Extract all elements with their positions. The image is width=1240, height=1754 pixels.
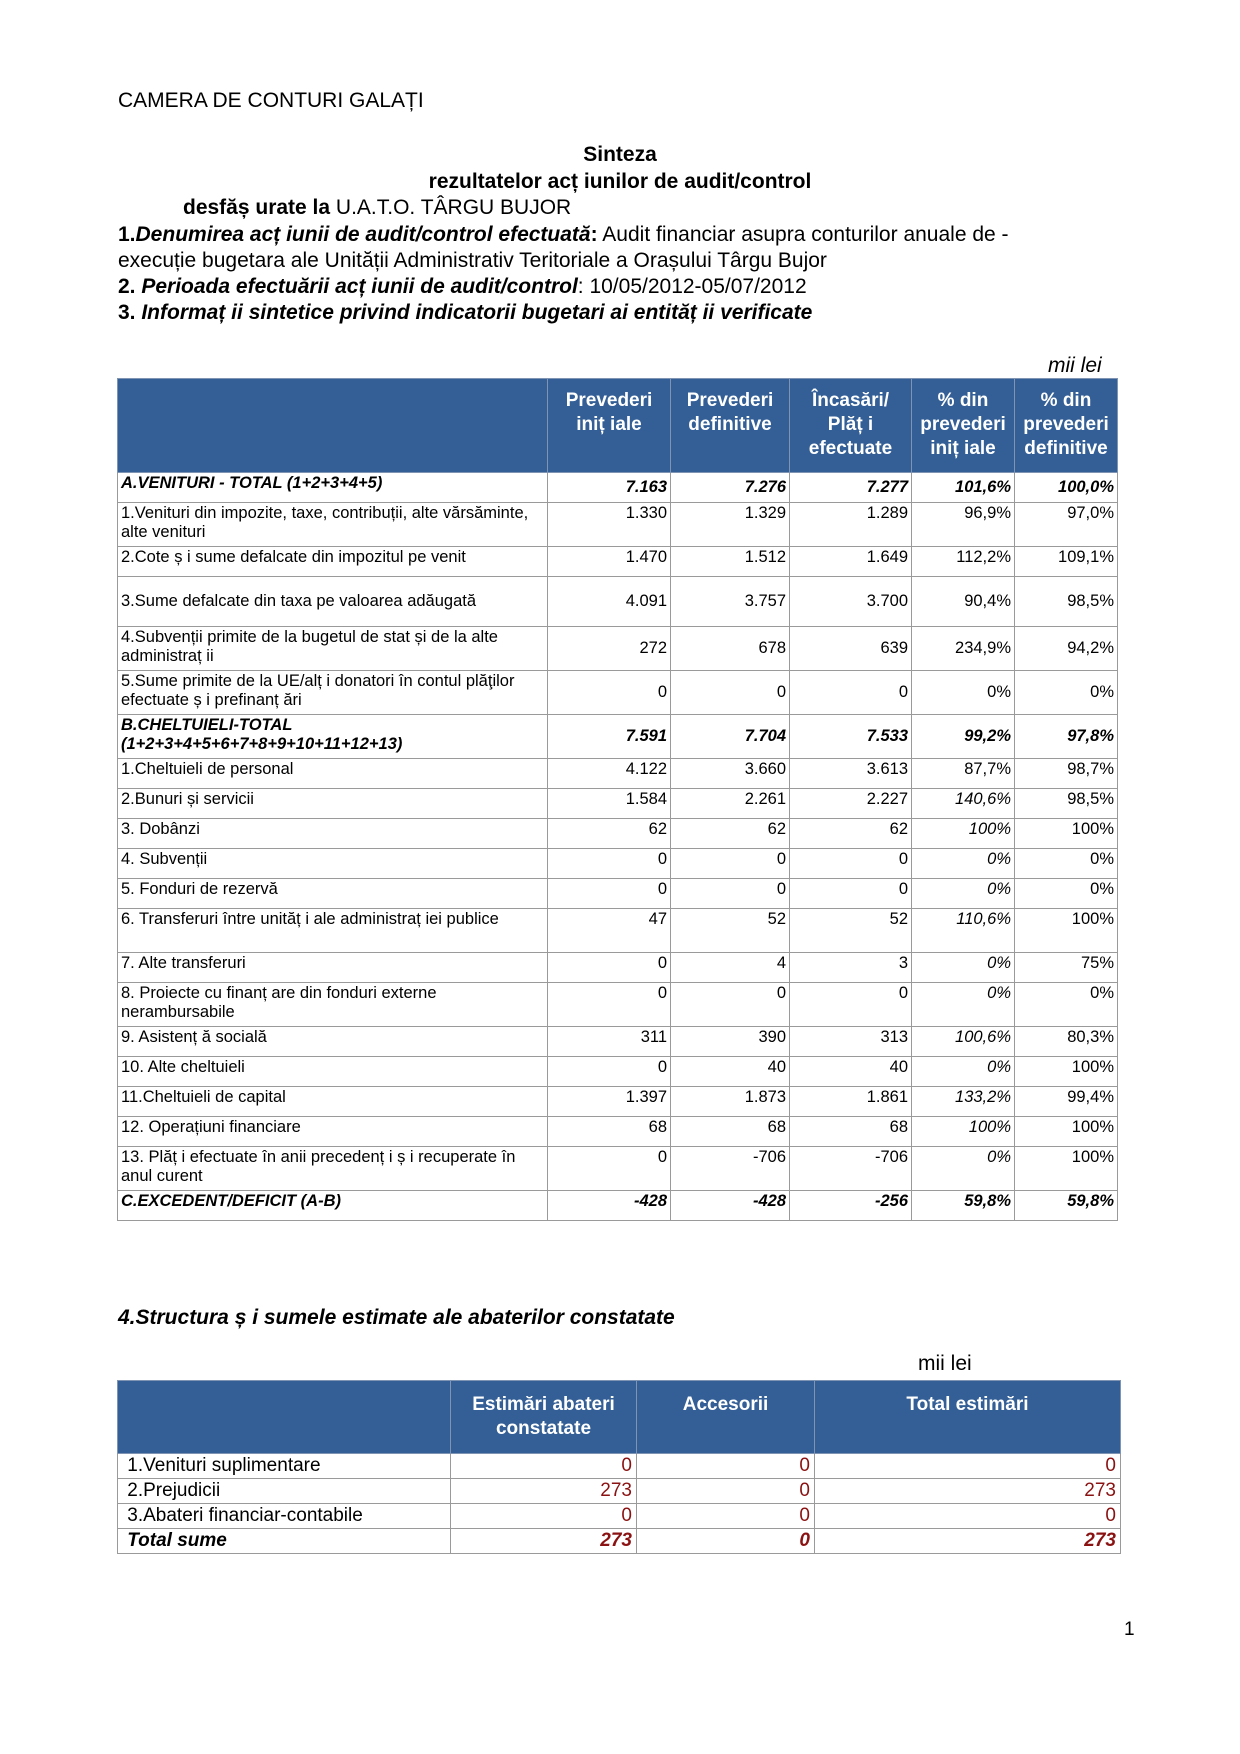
page-number: 1 [1124, 1619, 1135, 1640]
row-value: 0 [637, 1454, 815, 1479]
row-value: 273 [815, 1479, 1121, 1504]
row-value: -428 [548, 1191, 671, 1221]
row-label: 7. Alte transferuri [118, 953, 548, 983]
row-value: -706 [671, 1147, 790, 1191]
row-value: 0% [912, 1147, 1015, 1191]
row-value: 0% [1015, 849, 1118, 879]
section-3-line [118, 301, 812, 325]
row-label: 2.Cote ș i sume defalcate din impozitul pe venit [118, 547, 548, 577]
table-row [118, 1504, 1121, 1529]
row-value: 1.649 [790, 547, 912, 577]
row-value: -256 [790, 1191, 912, 1221]
row-value: 68 [671, 1117, 790, 1147]
row-label: 9. Asistenț ă socială [118, 1027, 548, 1057]
section-2-line [118, 275, 807, 299]
row-value: 0% [912, 983, 1015, 1027]
row-label: A.VENITURI - TOTAL (1+2+3+4+5) [118, 473, 548, 503]
row-label: 3.Abateri financiar-contabile [118, 1504, 451, 1529]
row-label: B.CHELTUIELI-TOTAL (1+2+3+4+5+6+7+8+9+10+11+12+13) [118, 715, 548, 759]
row-value: 0 [671, 879, 790, 909]
row-label: Total sume [118, 1529, 451, 1554]
row-value: 1.289 [790, 503, 912, 547]
section-2-value: : 10/05/2012-05/07/2012 [577, 275, 807, 298]
table-row [118, 1191, 1118, 1221]
row-value: 80,3% [1015, 1027, 1118, 1057]
table-header-row [118, 379, 1118, 473]
row-value: 87,7% [912, 759, 1015, 789]
section-4-title: 4.Structura ș i sumele estimate ale abaterilor constatate [118, 1306, 675, 1329]
row-value: 1.861 [790, 1087, 912, 1117]
row-value: 59,8% [1015, 1191, 1118, 1221]
row-value: 7.533 [790, 715, 912, 759]
row-value: 0 [548, 953, 671, 983]
row-value: 2.261 [671, 789, 790, 819]
row-value: 100% [1015, 1057, 1118, 1087]
row-value: 133,2% [912, 1087, 1015, 1117]
table-header-cell: Accesorii [637, 1381, 815, 1454]
table-header-cell: Total estimări [815, 1381, 1121, 1454]
row-value: 3.700 [790, 577, 912, 627]
table-header-cell: % din prevederi iniț iale [912, 379, 1015, 473]
budget-indicators-table [117, 378, 1118, 1221]
row-value: 0 [637, 1479, 815, 1504]
row-value: 3 [790, 953, 912, 983]
row-value: 100% [912, 1117, 1015, 1147]
row-value: 0% [1015, 671, 1118, 715]
row-value: 0 [815, 1454, 1121, 1479]
row-value: -428 [671, 1191, 790, 1221]
row-value: 639 [790, 627, 912, 671]
table-row [118, 819, 1118, 849]
row-label: 2.Bunuri și servicii [118, 789, 548, 819]
row-value: 273 [815, 1529, 1121, 1554]
row-label: 8. Proiecte cu finanț are din fonduri externe nerambursabile [118, 983, 548, 1027]
row-label: 1.Venituri suplimentare [118, 1454, 451, 1479]
table-row [118, 789, 1118, 819]
row-value: 0 [637, 1529, 815, 1554]
row-value: 110,6% [912, 909, 1015, 953]
row-value: 1.397 [548, 1087, 671, 1117]
row-value: 140,6% [912, 789, 1015, 819]
row-value: 101,6% [912, 473, 1015, 503]
row-value: 0 [790, 983, 912, 1027]
row-label: C.EXCEDENT/DEFICIT (A-B) [118, 1191, 548, 1221]
row-value: 100,6% [912, 1027, 1015, 1057]
row-value: 90,4% [912, 577, 1015, 627]
row-value: 0 [671, 983, 790, 1027]
row-value: 0% [912, 849, 1015, 879]
row-value: 100% [1015, 909, 1118, 953]
row-label: 5. Fonduri de rezervă [118, 879, 548, 909]
row-value: 234,9% [912, 627, 1015, 671]
row-value: 3.660 [671, 759, 790, 789]
table-row [118, 627, 1118, 671]
row-value: 109,1% [1015, 547, 1118, 577]
row-value: 97,0% [1015, 503, 1118, 547]
section-2-num: 2. [118, 275, 136, 298]
table-header-cell [118, 379, 548, 473]
row-value: 0% [1015, 983, 1118, 1027]
section-3-label: Informaț ii sintetice privind indicatorii bugetari ai entităț ii verificate [135, 301, 813, 324]
row-value: 0 [637, 1504, 815, 1529]
row-value: 52 [790, 909, 912, 953]
table-row [118, 759, 1118, 789]
row-value: 1.470 [548, 547, 671, 577]
row-value: 99,4% [1015, 1087, 1118, 1117]
row-value: 100% [1015, 1147, 1118, 1191]
row-value: 273 [451, 1529, 637, 1554]
row-value: 313 [790, 1027, 912, 1057]
row-label: 6. Transferuri între unităț i ale administraț iei publice [118, 909, 548, 953]
row-value: 62 [548, 819, 671, 849]
row-value: 1.329 [671, 503, 790, 547]
row-label: 1.Venituri din impozite, taxe, contribuții, alte vărsăminte, alte venituri [118, 503, 548, 547]
row-value: 0 [548, 849, 671, 879]
row-value: 0% [1015, 879, 1118, 909]
row-value: 1.330 [548, 503, 671, 547]
table-header-cell: % din prevederi definitive [1015, 379, 1118, 473]
row-label: 10. Alte cheltuieli [118, 1057, 548, 1087]
section-2-label: Perioada efectuării acț iunii de audit/control [135, 275, 578, 298]
row-value: 68 [790, 1117, 912, 1147]
section-3-num: 3. [118, 301, 136, 324]
row-value: 0% [912, 879, 1015, 909]
row-value: 4.122 [548, 759, 671, 789]
row-value: 2.227 [790, 789, 912, 819]
row-value: 0 [548, 983, 671, 1027]
table-header-cell: Încasări/ Plăț i efectuate [790, 379, 912, 473]
row-value: 0 [790, 879, 912, 909]
row-label: 1.Cheltuieli de personal [118, 759, 548, 789]
table-row [118, 1057, 1118, 1087]
row-label: 4. Subvenții [118, 849, 548, 879]
row-label: 11.Cheltuieli de capital [118, 1087, 548, 1117]
row-value: 0 [451, 1454, 637, 1479]
row-value: 94,2% [1015, 627, 1118, 671]
row-label: 3. Dobânzi [118, 819, 548, 849]
row-value: 97,8% [1015, 715, 1118, 759]
row-value: 0% [912, 953, 1015, 983]
row-value: 98,7% [1015, 759, 1118, 789]
row-value: 100,0% [1015, 473, 1118, 503]
row-label: 13. Plăț i efectuate în anii precedenț i ș i recuperate în anul curent [118, 1147, 548, 1191]
deviations-table [117, 1380, 1121, 1554]
title-sinteza: Sinteza [583, 143, 657, 166]
table2-unit: mii lei [918, 1352, 972, 1375]
table-header-cell: Estimări abateri constatate [451, 1381, 637, 1454]
row-value: 4.091 [548, 577, 671, 627]
row-value: 3.757 [671, 577, 790, 627]
row-label: 4.Subvenții primite de la bugetul de stat și de la alte administraț ii [118, 627, 548, 671]
title-rezultate: rezultatelor acț iunilor de audit/control [428, 170, 812, 193]
row-value: 1.512 [671, 547, 790, 577]
row-value: 96,9% [912, 503, 1015, 547]
title-location-label: desfăș urate la [183, 196, 331, 219]
row-value: 52 [671, 909, 790, 953]
organization-name: CAMERA DE CONTURI GALAȚI [118, 89, 424, 112]
row-value: -706 [790, 1147, 912, 1191]
row-label: 12. Operațiuni financiare [118, 1117, 548, 1147]
row-value: 100% [1015, 1117, 1118, 1147]
row-value: 40 [790, 1057, 912, 1087]
row-value: 98,5% [1015, 789, 1118, 819]
section-1-value: Audit financiar asupra conturilor anuale de - [597, 223, 1009, 246]
table-row [118, 1027, 1118, 1057]
table-row [118, 909, 1118, 953]
row-value: 112,2% [912, 547, 1015, 577]
table-row [118, 671, 1118, 715]
section-1-sep: : [590, 223, 598, 246]
table-header-cell [118, 1381, 451, 1454]
row-value: 7.591 [548, 715, 671, 759]
table-row [118, 849, 1118, 879]
table-row [118, 1529, 1121, 1554]
table-row [118, 547, 1118, 577]
section-1-value-cont: execuție bugetara ale Unității Administrativ Teritoriale a Orașului Târgu Bujor [118, 249, 827, 272]
row-value: 62 [671, 819, 790, 849]
row-value: 100% [1015, 819, 1118, 849]
row-value: 40 [671, 1057, 790, 1087]
table-row [118, 577, 1118, 627]
table-row [118, 1454, 1121, 1479]
row-value: 0 [548, 1057, 671, 1087]
section-1-label: Denumirea acț iunii de audit/control efectuată [135, 223, 591, 246]
row-value: 678 [671, 627, 790, 671]
row-label: 5.Sume primite de la UE/alț i donatori în contul plăţilor efectuate ș i prefinanț ări [118, 671, 548, 715]
row-value: 1.873 [671, 1087, 790, 1117]
table-row [118, 879, 1118, 909]
row-value: 98,5% [1015, 577, 1118, 627]
table-row [118, 1087, 1118, 1117]
table-row [118, 1117, 1118, 1147]
table-row [118, 953, 1118, 983]
row-value: 7.276 [671, 473, 790, 503]
table-row [118, 1479, 1121, 1504]
table-header-cell: Prevederi iniț iale [548, 379, 671, 473]
row-value: 390 [671, 1027, 790, 1057]
row-value: 273 [451, 1479, 637, 1504]
row-value: 0 [790, 849, 912, 879]
row-value: 7.277 [790, 473, 912, 503]
table-header-cell: Prevederi definitive [671, 379, 790, 473]
row-value: 311 [548, 1027, 671, 1057]
row-value: 62 [790, 819, 912, 849]
table1-unit: mii lei [1048, 354, 1102, 377]
row-value: 272 [548, 627, 671, 671]
table-header-row [118, 1381, 1121, 1454]
row-value: 68 [548, 1117, 671, 1147]
row-value: 0 [548, 1147, 671, 1191]
table-row [118, 473, 1118, 503]
table-row [118, 983, 1118, 1027]
row-label: 2.Prejudicii [118, 1479, 451, 1504]
row-value: 4 [671, 953, 790, 983]
title-location [183, 196, 571, 220]
row-value: 7.704 [671, 715, 790, 759]
row-value: 99,2% [912, 715, 1015, 759]
table-row [118, 1147, 1118, 1191]
row-value: 0% [912, 671, 1015, 715]
row-value: 47 [548, 909, 671, 953]
row-value: 59,8% [912, 1191, 1015, 1221]
title-location-value: U.A.T.O. TÂRGU BUJOR [330, 196, 572, 219]
table-row [118, 503, 1118, 547]
row-value: 0 [548, 671, 671, 715]
row-value: 0 [451, 1504, 637, 1529]
row-value: 1.584 [548, 789, 671, 819]
section-1-num: 1. [118, 223, 136, 246]
row-value: 75% [1015, 953, 1118, 983]
table-row [118, 715, 1118, 759]
row-value: 0% [912, 1057, 1015, 1087]
row-value: 0 [671, 671, 790, 715]
row-value: 3.613 [790, 759, 912, 789]
row-value: 7.163 [548, 473, 671, 503]
row-value: 0 [790, 671, 912, 715]
row-value: 0 [671, 849, 790, 879]
row-value: 0 [815, 1504, 1121, 1529]
row-value: 0 [548, 879, 671, 909]
section-1-line [118, 223, 1009, 247]
row-label: 3.Sume defalcate din taxa pe valoarea adăugată [118, 577, 548, 627]
row-value: 100% [912, 819, 1015, 849]
